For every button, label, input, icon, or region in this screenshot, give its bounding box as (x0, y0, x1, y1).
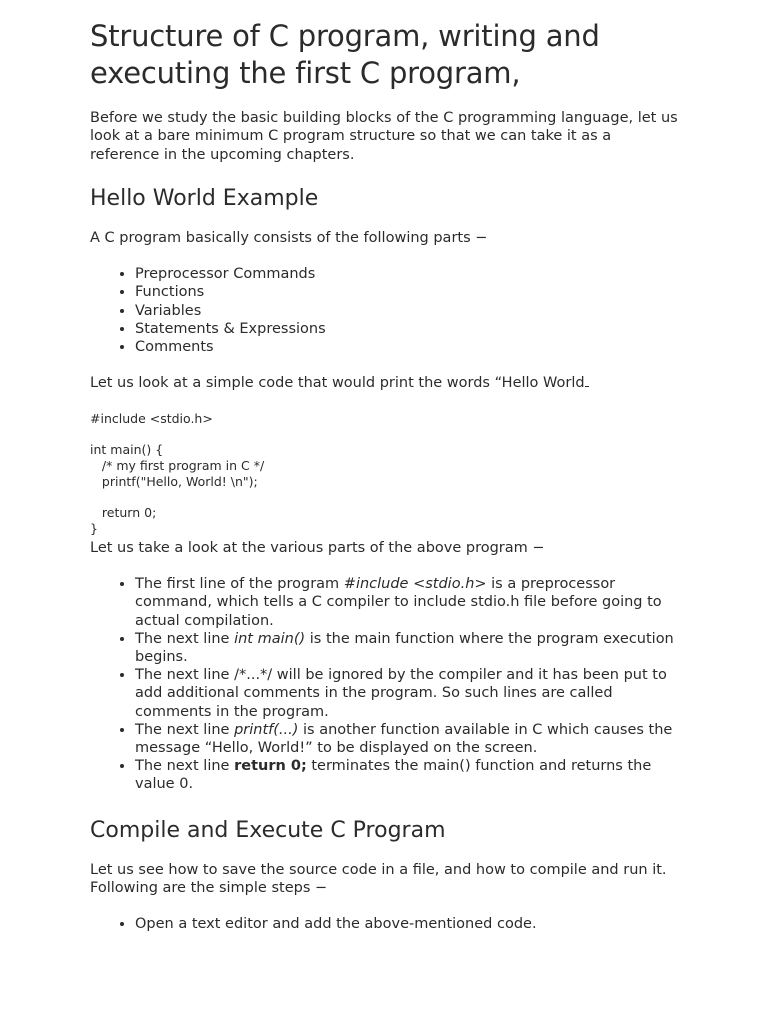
explain-list-item: • The next line return 0; terminates the main() function and returns the value 0. (135, 757, 678, 793)
code-block: #include <stdio.h> int main() { /* my first program in C */ printf("Hello, World! \n"); return 0; } (90, 410, 265, 537)
parts-intro-paragraph: A C program basically consists of the following parts − (90, 229, 488, 246)
explain-list (90, 575, 678, 793)
steps-list (90, 915, 678, 933)
explain-intro-paragraph: Let us take a look at the various parts of the above program − (90, 539, 545, 556)
code-reference: int main() (234, 630, 306, 647)
parts-list-item: • Comments (135, 338, 678, 356)
parts-list-item: • Functions (135, 283, 678, 301)
code-intro-text: Let us look at a simple code that would print the words “Hello World (90, 375, 585, 392)
code-reference: printf(...) (234, 721, 299, 738)
parts-list-item: • Statements & Expressions (135, 320, 678, 338)
code-intro-paragraph (90, 374, 678, 392)
compile-heading: Compile and Execute C Program (90, 817, 446, 843)
explain-list-item: • The next line /*...*/ will be ignored by the compiler and it has been put to add additional comments in the program. So such lines are called comments in the program. (135, 666, 678, 721)
explain-list-item: • The first line of the program #include <stdio.h> is a preprocessor command, which tells a C compiler to include stdio.h file before going to actual compilation. (135, 575, 678, 630)
intro-paragraph: Before we study the basic building blocks of the C programming language, let us look at a bare minimum C program structure so that we can take it as a reference in the upcoming chapters. (90, 110, 678, 163)
code-reference-bold: return 0; (234, 758, 307, 775)
explain-list-item: • The next line printf(...) is another function available in C which causes the message “Hello, World!” to be displayed on the screen. (135, 721, 678, 757)
explain-list-item: • The next line int main() is the main function where the program execution begins. (135, 630, 678, 666)
compile-intro-paragraph: Let us see how to save the source code in a file, and how to compile and run it. Following are the simple steps − (90, 861, 667, 896)
parts-list-item: • Preprocessor Commands (135, 265, 678, 283)
parts-list (90, 265, 678, 356)
link-underline (585, 374, 589, 387)
code-reference: #include <stdio.h> (343, 576, 487, 593)
page-title: Structure of C program, writing and executing the first C program, (90, 19, 600, 90)
steps-list-item: • Open a text editor and add the above-mentioned code. (135, 915, 678, 933)
parts-list-item: • Variables (135, 302, 678, 320)
hello-world-heading: Hello World Example (90, 185, 319, 211)
